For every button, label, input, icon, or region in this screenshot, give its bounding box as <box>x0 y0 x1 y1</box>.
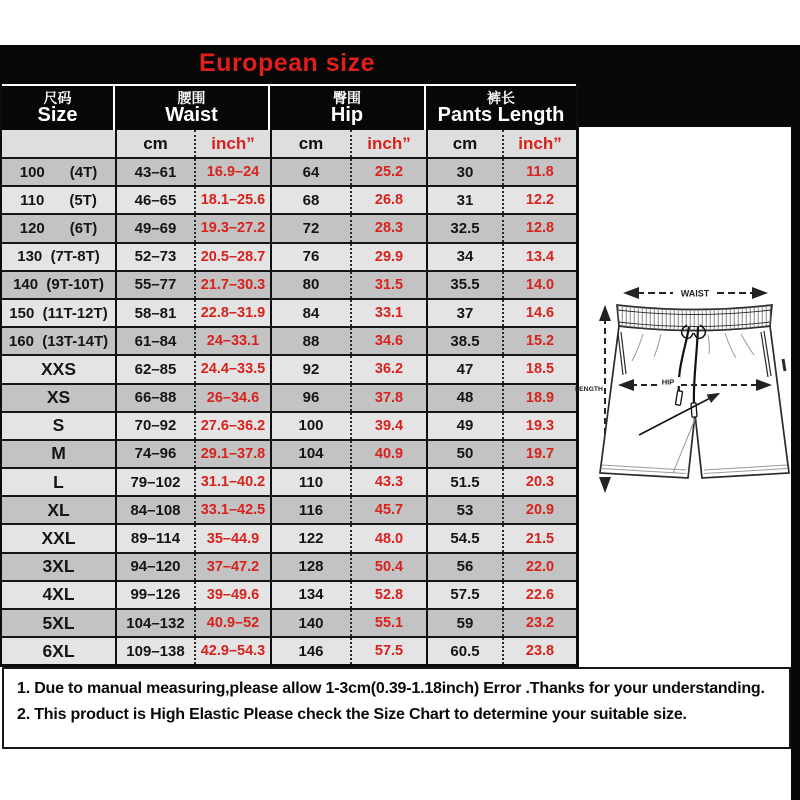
hip-inch-unit: inch” <box>350 130 426 157</box>
waist-inch-cell: 22.8–31.9 <box>194 300 270 326</box>
hip-cm-cell: 92 <box>270 356 350 382</box>
header-hip <box>270 86 426 130</box>
size-cell: XL <box>47 499 70 520</box>
length-cm-unit: cm <box>426 130 502 157</box>
header-waist <box>115 86 270 130</box>
waist-cm-cell: 49–69 <box>115 215 194 241</box>
length-inch-cell: 12.2 <box>502 187 576 213</box>
header-size-zh: 尺码 <box>43 89 72 106</box>
hip-cm-cell: 72 <box>270 215 350 241</box>
waist-inch-cell: 29.1–37.8 <box>194 441 270 467</box>
header-pants-length-en: Pants Length <box>437 103 565 126</box>
length-cm-cell: 49 <box>426 413 502 439</box>
waist-inch-cell: 27.6–36.2 <box>194 413 270 439</box>
length-cm-cell: 47 <box>426 356 502 382</box>
hip-inch-cell: 55.1 <box>350 610 426 636</box>
header-hip-en: Hip <box>330 103 364 126</box>
table-unit-row <box>2 130 576 157</box>
length-cm-cell: 50 <box>426 441 502 467</box>
size-cell: 130 (7T-8T) <box>17 248 100 266</box>
size-table <box>0 84 579 667</box>
unit-empty-cell <box>2 130 115 157</box>
length-inch-cell: 23.2 <box>502 610 576 636</box>
waist-inch-cell: 18.1–25.6 <box>194 187 270 213</box>
length-inch-cell: 15.2 <box>502 328 576 354</box>
header-hip-zh: 臀围 <box>333 89 361 106</box>
length-inch-cell: 20.3 <box>502 469 576 495</box>
length-inch-cell: 13.4 <box>502 244 576 270</box>
table-row <box>2 523 576 551</box>
size-cell: M <box>51 443 66 464</box>
size-cell: 120 (6T) <box>19 219 98 237</box>
table-row <box>2 608 576 636</box>
note-line-2: 2. This product is High Elastic Please check the Size Chart to determine your suitable size. <box>17 706 687 723</box>
length-cm-cell: 57.5 <box>426 582 502 608</box>
hip-cm-cell: 80 <box>270 272 350 298</box>
table-row <box>2 270 576 298</box>
hip-inch-cell: 45.7 <box>350 497 426 523</box>
hip-cm-cell: 146 <box>270 638 350 664</box>
hip-inch-cell: 26.8 <box>350 187 426 213</box>
waist-inch-cell: 21.7–30.3 <box>194 272 270 298</box>
waist-measure-label: WAIST <box>680 288 710 299</box>
waist-cm-cell: 58–81 <box>115 300 194 326</box>
hip-cm-cell: 140 <box>270 610 350 636</box>
size-cell: XXS <box>40 358 77 379</box>
length-inch-cell: 21.5 <box>502 525 576 551</box>
table-row <box>2 411 576 439</box>
hip-measure-label: HIP <box>661 377 675 387</box>
header-size-en: Size <box>37 103 78 126</box>
length-inch-cell: 20.9 <box>502 497 576 523</box>
length-cm-cell: 48 <box>426 385 502 411</box>
hip-inch-cell: 52.8 <box>350 582 426 608</box>
size-cell: 4XL <box>42 584 75 605</box>
waist-cm-cell: 89–114 <box>115 525 194 551</box>
size-cell: L <box>53 471 64 492</box>
waist-inch-cell: 31.1–40.2 <box>194 469 270 495</box>
size-cell: 160 (13T-14T) <box>8 332 109 350</box>
header-waist-zh: 腰围 <box>177 89 206 106</box>
length-inch-cell: 18.5 <box>502 356 576 382</box>
table-row <box>2 213 576 241</box>
table-body <box>2 157 576 664</box>
waist-cm-cell: 61–84 <box>115 328 194 354</box>
hip-inch-cell: 36.2 <box>350 356 426 382</box>
length-cm-cell: 53 <box>426 497 502 523</box>
shorts-diagram <box>573 235 793 535</box>
table-row <box>2 242 576 270</box>
length-inch-cell: 11.8 <box>502 159 576 185</box>
waist-inch-cell: 24–33.1 <box>194 328 270 354</box>
hip-inch-cell: 57.5 <box>350 638 426 664</box>
waist-cm-cell: 104–132 <box>115 610 194 636</box>
hip-cm-unit: cm <box>270 130 350 157</box>
waist-cm-cell: 66–88 <box>115 385 194 411</box>
size-cell: S <box>52 415 65 436</box>
hip-cm-cell: 116 <box>270 497 350 523</box>
waist-cm-cell: 109–138 <box>115 638 194 664</box>
waist-inch-cell: 33.1–42.5 <box>194 497 270 523</box>
table-row <box>2 298 576 326</box>
hip-cm-cell: 110 <box>270 469 350 495</box>
waist-inch-cell: 39–49.6 <box>194 582 270 608</box>
length-inch-cell: 19.3 <box>502 413 576 439</box>
hip-inch-cell: 43.3 <box>350 469 426 495</box>
hip-cm-cell: 88 <box>270 328 350 354</box>
length-inch-cell: 12.8 <box>502 215 576 241</box>
length-cm-cell: 54.5 <box>426 525 502 551</box>
hip-inch-cell: 34.6 <box>350 328 426 354</box>
size-cell: XXL <box>41 528 76 549</box>
length-cm-cell: 32.5 <box>426 215 502 241</box>
table-row <box>2 326 576 354</box>
length-inch-cell: 22.6 <box>502 582 576 608</box>
table-row <box>2 580 576 608</box>
length-measure-label: LENGTH <box>575 386 603 393</box>
table-row <box>2 552 576 580</box>
waist-inch-cell: 20.5–28.7 <box>194 244 270 270</box>
table-header-row <box>2 84 576 130</box>
hip-cm-cell: 128 <box>270 554 350 580</box>
page-title: European size <box>199 49 375 77</box>
length-inch-cell: 14.6 <box>502 300 576 326</box>
size-cell: 3XL <box>42 556 75 577</box>
length-cm-cell: 38.5 <box>426 328 502 354</box>
waist-inch-cell: 24.4–33.5 <box>194 356 270 382</box>
waist-cm-unit: cm <box>115 130 194 157</box>
waist-measure-line <box>626 289 765 299</box>
hip-cm-cell: 96 <box>270 385 350 411</box>
waist-cm-cell: 46–65 <box>115 187 194 213</box>
hip-inch-cell: 40.9 <box>350 441 426 467</box>
hip-cm-cell: 68 <box>270 187 350 213</box>
size-cell: 6XL <box>42 640 75 661</box>
length-cm-cell: 31 <box>426 187 502 213</box>
waist-inch-cell: 37–47.2 <box>194 554 270 580</box>
waist-inch-cell: 16.9–24 <box>194 159 270 185</box>
hip-inch-cell: 25.2 <box>350 159 426 185</box>
hip-inch-cell: 29.9 <box>350 244 426 270</box>
note-line-1: 1. Due to manual measuring,please allow 1-3cm(0.39-1.18inch) Error .Thanks for your understanding. <box>17 680 765 697</box>
waist-inch-cell: 42.9–54.3 <box>194 638 270 664</box>
table-row <box>2 636 576 664</box>
length-cm-cell: 59 <box>426 610 502 636</box>
table-row <box>2 383 576 411</box>
waist-cm-cell: 99–126 <box>115 582 194 608</box>
hip-cm-cell: 76 <box>270 244 350 270</box>
table-row <box>2 185 576 213</box>
size-cell: 100 (4T) <box>19 163 98 181</box>
hip-inch-cell: 48.0 <box>350 525 426 551</box>
size-cell: XS <box>46 387 71 408</box>
hip-inch-cell: 37.8 <box>350 385 426 411</box>
header-pants-length <box>426 86 576 130</box>
hip-cm-cell: 64 <box>270 159 350 185</box>
length-inch-unit: inch” <box>502 130 576 157</box>
length-cm-cell: 37 <box>426 300 502 326</box>
hip-cm-cell: 100 <box>270 413 350 439</box>
waist-cm-cell: 55–77 <box>115 272 194 298</box>
hip-inch-cell: 39.4 <box>350 413 426 439</box>
header-waist-en: Waist <box>165 103 218 126</box>
waist-cm-cell: 94–120 <box>115 554 194 580</box>
table-row <box>2 354 576 382</box>
hip-inch-cell: 50.4 <box>350 554 426 580</box>
hip-inch-cell: 33.1 <box>350 300 426 326</box>
hip-cm-cell: 104 <box>270 441 350 467</box>
waist-cm-cell: 79–102 <box>115 469 194 495</box>
waist-inch-cell: 40.9–52 <box>194 610 270 636</box>
length-inch-cell: 23.8 <box>502 638 576 664</box>
notes-box <box>2 667 791 749</box>
size-cell: 150 (11T-12T) <box>9 304 108 322</box>
length-inch-cell: 18.9 <box>502 385 576 411</box>
waist-inch-unit: inch” <box>194 130 270 157</box>
header-pants-length-zh: 裤长 <box>487 89 515 106</box>
size-cell: 110 (5T) <box>20 191 97 209</box>
hip-inch-cell: 31.5 <box>350 272 426 298</box>
waist-cm-cell: 74–96 <box>115 441 194 467</box>
length-cm-cell: 56 <box>426 554 502 580</box>
header-size <box>2 86 115 130</box>
waist-cm-cell: 52–73 <box>115 244 194 270</box>
length-cm-cell: 35.5 <box>426 272 502 298</box>
table-row <box>2 467 576 495</box>
waist-inch-cell: 19.3–27.2 <box>194 215 270 241</box>
hip-inch-cell: 28.3 <box>350 215 426 241</box>
waist-inch-cell: 35–44.9 <box>194 525 270 551</box>
waist-cm-cell: 84–108 <box>115 497 194 523</box>
size-cell: 5XL <box>42 612 75 633</box>
table-row <box>2 157 576 185</box>
length-inch-cell: 14.0 <box>502 272 576 298</box>
length-inch-cell: 22.0 <box>502 554 576 580</box>
table-row <box>2 495 576 523</box>
length-cm-cell: 30 <box>426 159 502 185</box>
waist-cm-cell: 70–92 <box>115 413 194 439</box>
hip-cm-cell: 122 <box>270 525 350 551</box>
waist-cm-cell: 43–61 <box>115 159 194 185</box>
hip-cm-cell: 134 <box>270 582 350 608</box>
length-cm-cell: 60.5 <box>426 638 502 664</box>
waist-cm-cell: 62–85 <box>115 356 194 382</box>
hip-cm-cell: 84 <box>270 300 350 326</box>
length-cm-cell: 34 <box>426 244 502 270</box>
size-cell: 140 (9T-10T) <box>13 276 104 294</box>
length-inch-cell: 19.7 <box>502 441 576 467</box>
table-row <box>2 439 576 467</box>
waist-inch-cell: 26–34.6 <box>194 385 270 411</box>
length-cm-cell: 51.5 <box>426 469 502 495</box>
